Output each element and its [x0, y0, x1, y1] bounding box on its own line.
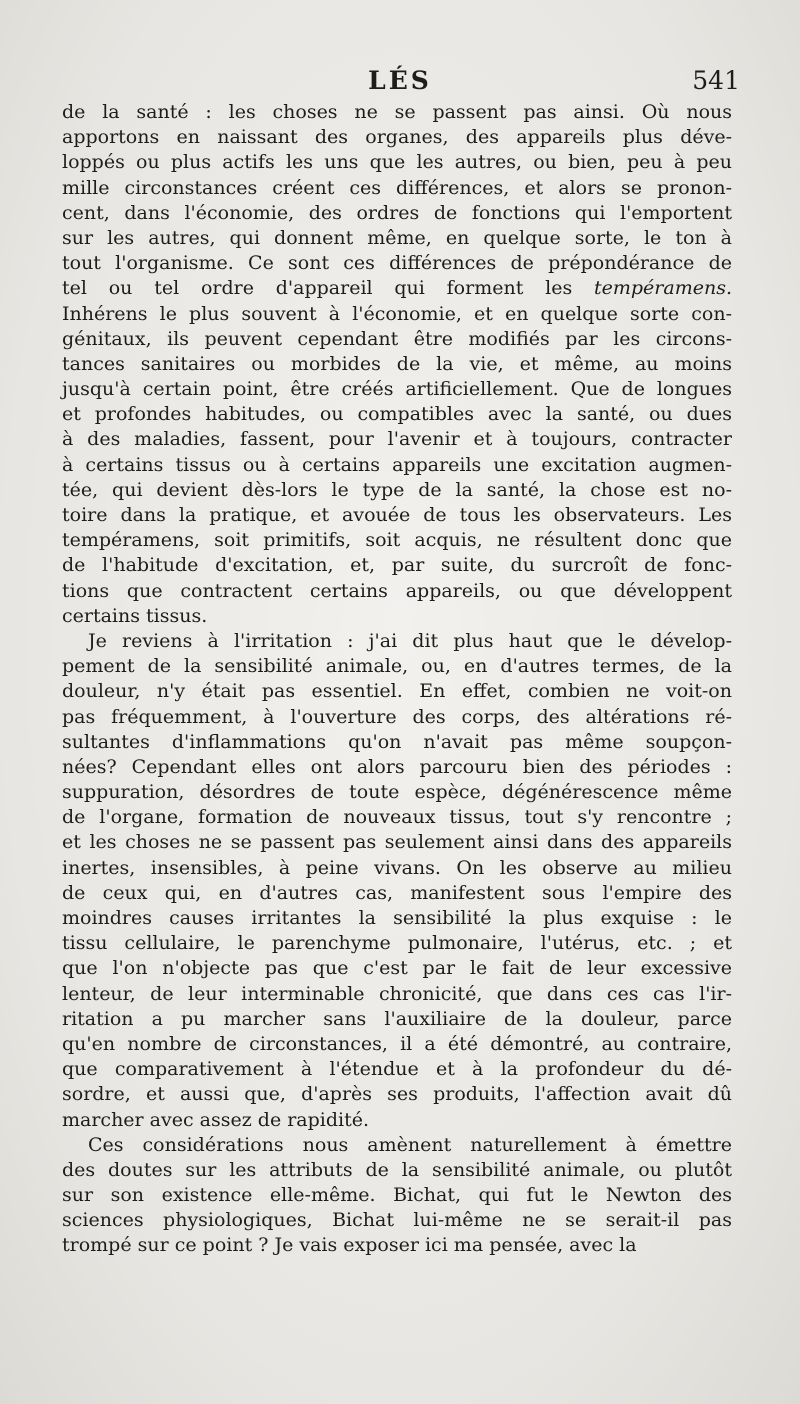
text-line: tempéramens, soit primitifs, soit acquis, ne résultent donc que: [62, 529, 732, 552]
text-line: tout l'organisme. Ce sont ces différences de prépondérance de: [62, 252, 732, 275]
text-line: à certains tissus ou à certains appareils une excitation augmen-: [62, 453, 732, 476]
text-line: lenteur, de leur interminable chronicité, que dans ces cas l'ir-: [62, 982, 732, 1005]
text-line: sultantes d'inflammations qu'on n'avait pas même soupçon-: [62, 730, 732, 753]
text-line: de ceux qui, en d'autres cas, manifestent sous l'empire des: [62, 881, 732, 904]
text-line: que l'on n'objecte pas que c'est par le fait de leur excessive: [62, 957, 732, 980]
text-line: Je reviens à l'irritation : j'ai dit plus haut que le dévelop-: [88, 629, 732, 652]
body-text: [62, 100, 732, 1259]
text-line: nées? Cependant elles ont alors parcouru bien des périodes :: [62, 755, 732, 778]
text-line: trompé sur ce point ? Je vais exposer ici ma pensée, avec la: [62, 1234, 637, 1257]
text-line: douleur, n'y était pas essentiel. En effet, combien ne voit-on: [62, 680, 732, 703]
text-line: jusqu'à certain point, être créés artificiellement. Que de longues: [62, 378, 732, 401]
page-header: [60, 66, 740, 102]
text-line: sur son existence elle-même. Bichat, qui fut le Newton des: [62, 1184, 732, 1207]
text-line: pas fréquemment, à l'ouverture des corps, des altérations ré-: [62, 705, 732, 728]
text-line: et profondes habitudes, ou compatibles avec la santé, ou dues: [62, 403, 732, 426]
text-line: moindres causes irritantes la sensibilité la plus exquise : le: [62, 907, 732, 929]
text-line: de la santé : les choses ne se passent pas ainsi. Où nous: [62, 101, 732, 123]
paragraph: [62, 1133, 732, 1259]
text-line: des doutes sur les attributs de la sensibilité animale, ou plutôt: [62, 1158, 732, 1181]
text-line: tions que contractent certains appareils, ou que développent: [62, 579, 732, 602]
text-line: pement de la sensibilité animale, ou, en d'autres termes, de la: [62, 655, 732, 678]
text-line: marcher avec assez de rapidité.: [62, 1108, 370, 1131]
text-line: Inhérens le plus souvent à l'économie, et en quelque sorte con-: [62, 302, 732, 325]
text-line: sordre, et aussi que, d'après ses produits, l'affection avait dû: [62, 1083, 732, 1106]
text-line: apportons en naissant des organes, des appareils plus déve-: [62, 126, 732, 149]
text-line: tissu cellulaire, le parenchyme pulmonaire, l'utérus, etc. ; et: [62, 932, 732, 955]
paragraph: [62, 629, 732, 1133]
text-line: génitaux, ils peuvent cependant être modifiés par les circons-: [62, 327, 732, 350]
emphasized-term: tempéramens.: [593, 277, 732, 300]
text-line: ritation a pu marcher sans l'auxiliaire de la douleur, parce: [62, 1007, 732, 1030]
text-line: toire dans la pratique, et avouée de tous les observateurs. Les: [62, 504, 732, 526]
text-line: et les choses ne se passent pas seulement ainsi dans des appareils: [62, 831, 732, 854]
text-line: suppuration, désordres de toute espèce, dégénérescence même: [62, 781, 732, 804]
text-line: sciences physiologiques, Bichat lui-même ne se serait-il pas: [62, 1209, 732, 1232]
text-line: de l'organe, formation de nouveaux tissus, tout s'y rencontre ;: [62, 806, 732, 829]
text-line: mille circonstances créent ces différences, et alors se pronon-: [62, 176, 732, 199]
text-line: loppés ou plus actifs les uns que les autres, ou bien, peu à peu: [62, 151, 732, 174]
text-line: qu'en nombre de circonstances, il a été démontré, au contraire,: [62, 1032, 732, 1055]
text-line: cent, dans l'économie, des ordres de fonctions qui l'emportent: [62, 201, 732, 224]
text-line: de l'habitude d'excitation, et, par suite, du surcroît de fonc-: [62, 554, 732, 577]
text-line: tances sanitaires ou morbides de la vie, et même, au moins: [62, 352, 732, 375]
text-line: inertes, insensibles, à peine vivans. On les observe au milieu: [62, 856, 732, 879]
running-title: LÉS: [368, 66, 432, 95]
text-line: que comparativement à l'étendue et à la profondeur du dé-: [62, 1058, 732, 1081]
text-line: tel ou tel ordre d'appareil qui forment les tempéramens.: [62, 277, 732, 300]
text-line: sur les autres, qui donnent même, en quelque sorte, le ton à: [62, 226, 732, 249]
text-line: Ces considérations nous amènent naturellement à émettre: [88, 1133, 732, 1156]
paragraph: [62, 100, 732, 629]
text-line: à des maladies, fassent, pour l'avenir et à toujours, contracter: [62, 428, 732, 451]
page-number: 541: [692, 66, 740, 95]
text-line: tée, qui devient dès-lors le type de la santé, la chose est no-: [62, 478, 732, 501]
text-line: certains tissus.: [62, 604, 208, 627]
